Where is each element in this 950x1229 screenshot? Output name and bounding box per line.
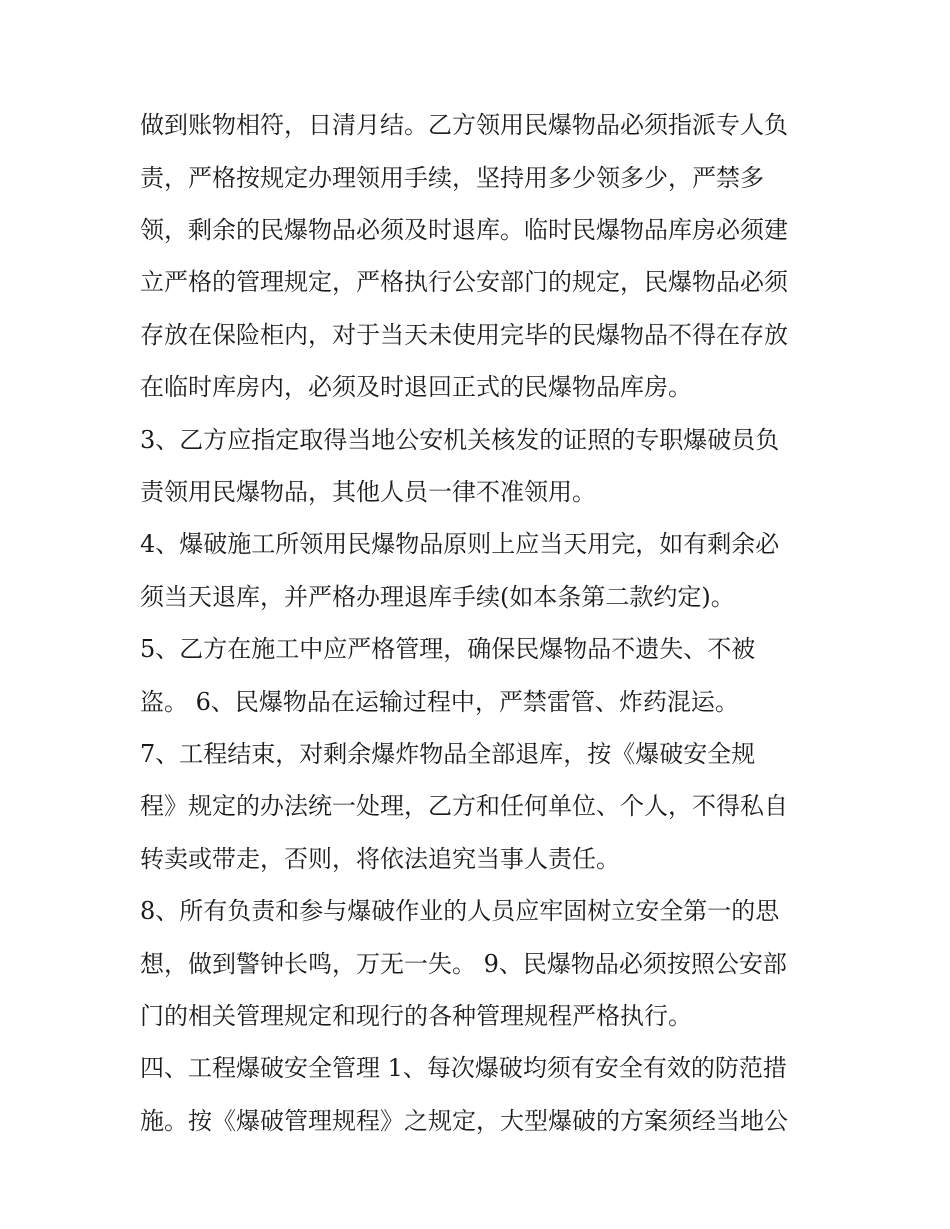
- text-line: 在临时库房内，必须及时退回正式的民爆物品库房。: [140, 373, 692, 401]
- text-line: 5、乙方在施工中应严格管理，确保民爆物品不遗失、不被: [140, 635, 756, 663]
- text-line: 程》规定的办法统一处理，乙方和任何单位、个人，不得私自: [140, 792, 788, 820]
- text-line: 做到账物相符，日清月结。乙方领用民爆物品必须指派专人负: [140, 111, 788, 139]
- text-line: 门的相关管理规定和现行的各种管理规程严格执行。: [140, 1002, 692, 1030]
- text-line: 转卖或带走，否则，将依法追究当事人责任。: [140, 845, 620, 873]
- text-line: 立严格的管理规定，严格执行公安部门的规定，民爆物品必须: [140, 268, 788, 296]
- text-line: 8、所有负责和参与爆破作业的人员应牢固树立安全第一的思: [140, 897, 780, 925]
- text-line: 7、工程结束，对剩余爆炸物品全部退库，按《爆破安全规: [140, 740, 756, 768]
- text-line: 4、爆破施工所领用民爆物品原则上应当天用完，如有剩余必: [140, 530, 780, 558]
- text-line: 盗。 6、民爆物品在运输过程中，严禁雷管、炸药混运。: [140, 688, 739, 716]
- text-line: 四、工程爆破安全管理 1、每次爆破均须有安全有效的防范措: [140, 1054, 787, 1082]
- text-line: 责领用民爆物品，其他人员一律不准领用。: [140, 478, 596, 506]
- text-line: 存放在保险柜内，对于当天未使用完毕的民爆物品不得在存放: [140, 321, 788, 349]
- text-line: 须当天退库，并严格办理退库手续(如本条第二款约定)。: [140, 583, 735, 611]
- text-line: 领，剩余的民爆物品必须及时退库。临时民爆物品库房必须建: [140, 216, 788, 244]
- text-line: 3、乙方应指定取得当地公安机关核发的证照的专职爆破员负: [140, 426, 780, 454]
- text-line: 想，做到警钟长鸣，万无一失。 9、民爆物品必须按照公安部: [140, 950, 787, 978]
- text-line: 施。按《爆破管理规程》之规定，大型爆破的方案须经当地公: [140, 1107, 788, 1135]
- text-line: 责，严格按规定办理领用手续，坚持用多少领多少，严禁多: [140, 164, 764, 192]
